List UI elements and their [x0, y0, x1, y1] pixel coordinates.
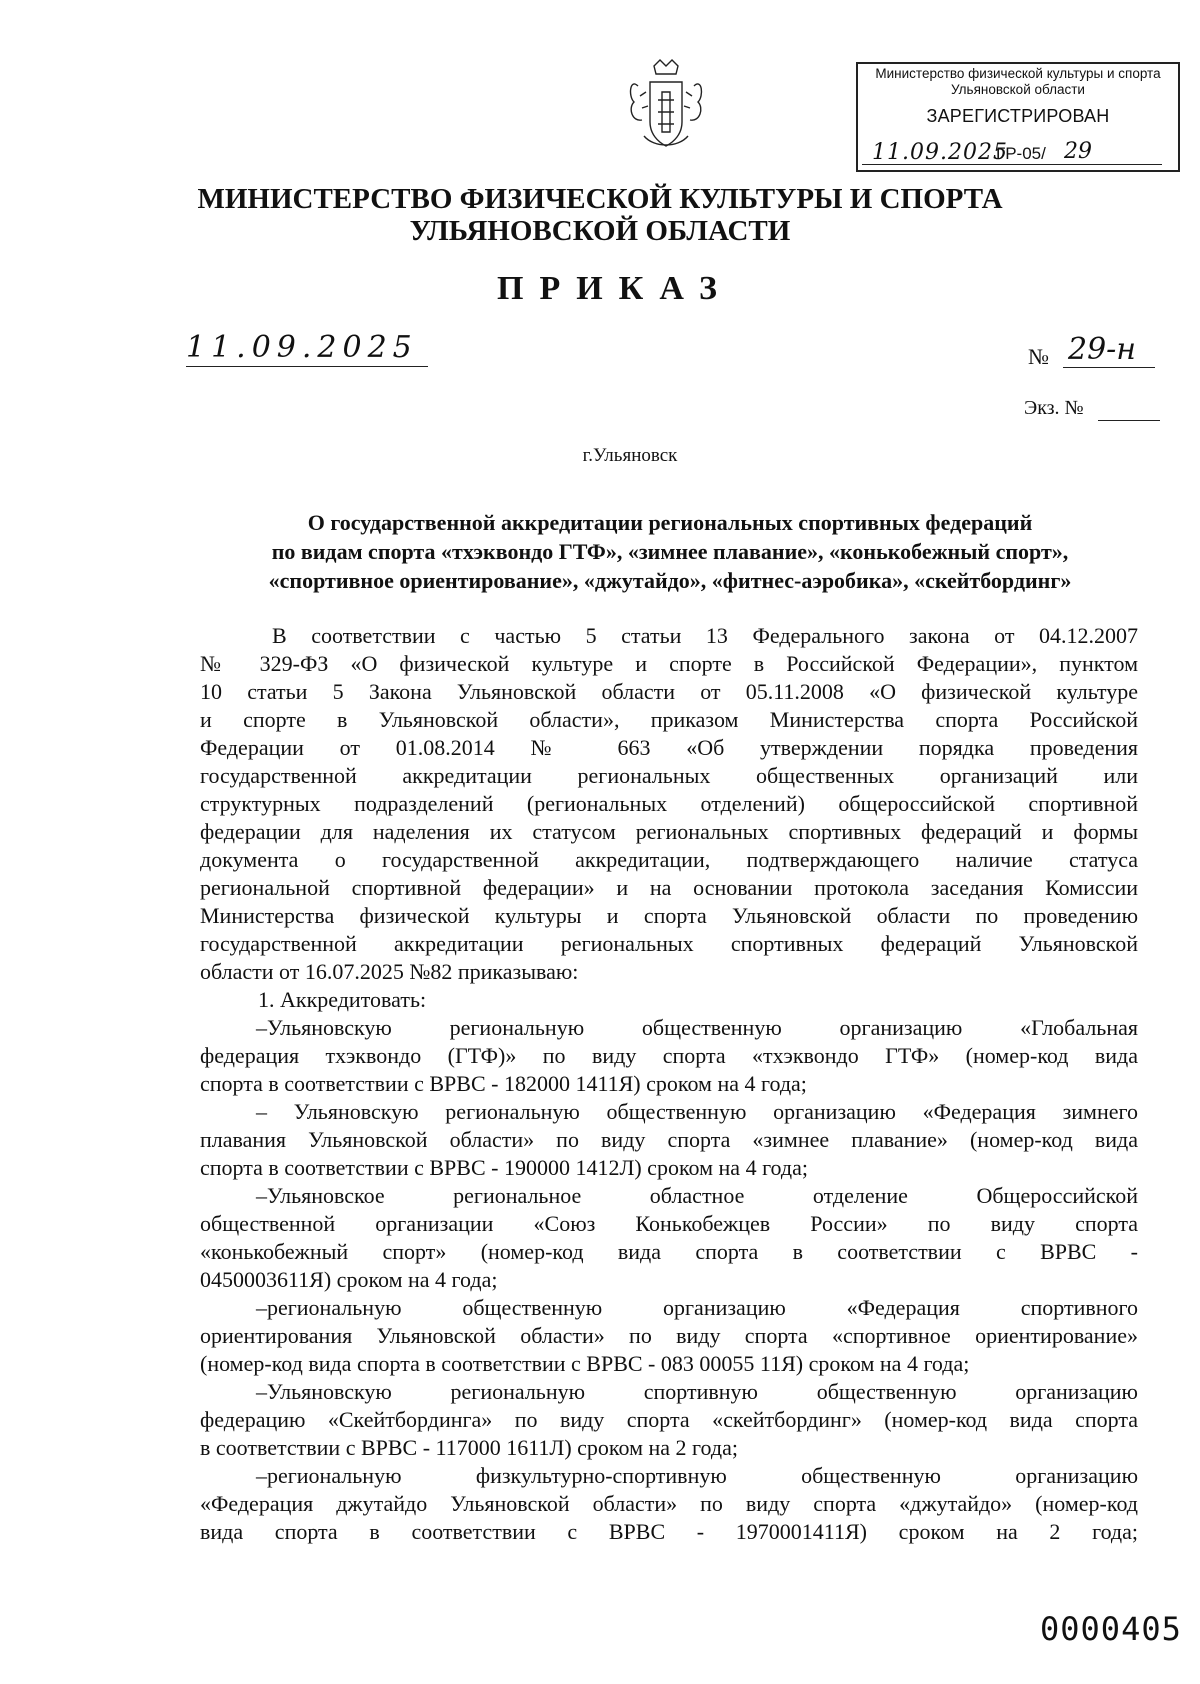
- ministry-name-line-2: УЛЬЯНОВСКОЙ ОБЛАСТИ: [409, 215, 791, 247]
- title-line: О государственной аккредитации региональных спортивных федераций: [307, 510, 1033, 535]
- body-line: Министерства физической культуры и спорта Ульяновской области по проведению: [200, 903, 1138, 928]
- body-line: и спорте в Ульяновской области», приказом Министерства спорта Российской: [200, 707, 1138, 732]
- coat-of-arms-icon: [624, 56, 708, 156]
- body-line: документа о государственной аккредитации, подтверждающего наличие статуса: [200, 847, 1138, 872]
- order-title: [200, 508, 1140, 595]
- body-line: –Ульяновскую региональную спортивную общественную организацию: [256, 1379, 1138, 1404]
- body-line: «конькобежный спорт» (номер-код вида спорта в соответствии с ВРВС -: [200, 1239, 1138, 1264]
- body-line: федерация тхэквондо (ГТФ)» по виду спорта «тхэквондо ГТФ» (номер-код вида: [200, 1043, 1138, 1068]
- body-line: федерацию «Скейтбординга» по виду спорта «скейтбординг» (номер-код вида спорта: [200, 1407, 1138, 1432]
- stamp-reg-number: 29: [1064, 139, 1092, 164]
- body-line: 10 статьи 5 Закона Ульяновской области от 05.11.2008 «О физической культуре: [200, 679, 1138, 704]
- city: г.Ульяновск: [582, 445, 678, 466]
- stamp-reg-prefix: ГР-05/: [996, 144, 1046, 163]
- registration-stamp: [856, 62, 1180, 172]
- order-body: [200, 622, 1138, 1546]
- body-line: федерации для наделения их статусом региональных спортивных федераций и формы: [200, 819, 1138, 844]
- stamp-org-line-1: Министерство физической культуры и спорта: [875, 66, 1161, 81]
- stamp-reg-date: 11.09.2025: [872, 140, 1008, 165]
- body-line: Федерации от 01.08.2014 № 663 «Об утверждении порядка проведения: [200, 735, 1138, 760]
- body-line: вида спорта в соответствии с ВРВС - 1970001411Я) сроком на 2 года;: [200, 1519, 1138, 1544]
- ministry-name-line-1: МИНИСТЕРСТВО ФИЗИЧЕСКОЙ КУЛЬТУРЫ И СПОРТА: [197, 183, 1003, 215]
- body-line: спорта в соответствии с ВРВС - 190000 1412Л) сроком на 4 года;: [200, 1155, 808, 1180]
- body-line: плавания Ульяновской области» по виду спорта «зимнее плавание» (номер-код вида: [200, 1127, 1138, 1152]
- body-line: –Ульяновскую региональную общественную организацию «Глобальная: [256, 1015, 1138, 1040]
- body-line: «Федерация джутайдо Ульяновской области» по виду спорта «джутайдо» (номер-код: [200, 1491, 1138, 1516]
- body-line: В соответствии с частью 5 статьи 13 Федерального закона от 04.12.2007: [272, 623, 1138, 648]
- body-line: 1. Аккредитовать:: [258, 987, 427, 1012]
- body-line: спорта в соответствии с ВРВС - 182000 1411Я) сроком на 4 года;: [200, 1071, 807, 1096]
- body-line: –Ульяновское региональное областное отделение Общероссийской: [256, 1183, 1138, 1208]
- body-line: № 329-ФЗ «О физической культуре и спорте в Российской Федерации», пунктом: [200, 651, 1138, 676]
- copy-number-label: Экз. №: [1024, 397, 1084, 419]
- order-date-underline: [186, 366, 428, 367]
- title-line: по видам спорта «тхэквондо ГТФ», «зимнее плавание», «конькобежный спорт»,: [271, 539, 1069, 564]
- stamp-status: ЗАРЕГИСТРИРОВАН: [926, 106, 1110, 126]
- body-line: области от 16.07.2025 №82 приказываю:: [200, 959, 579, 984]
- body-line: государственной аккредитации региональных спортивных федераций Ульяновской: [200, 931, 1138, 956]
- body-line: региональной спортивной федерации» и на основании протокола заседания Комиссии: [200, 875, 1138, 900]
- body-line: 0450003611Я) сроком на 4 года;: [200, 1267, 498, 1292]
- stamp-registration-row: [864, 139, 1164, 166]
- order-number: 29-н: [1068, 332, 1137, 367]
- body-line: – Ульяновскую региональную общественную организацию «Федерация зимнего: [256, 1099, 1138, 1124]
- body-line: ориентирования Ульяновской области» по виду спорта «спортивное ориентирование»: [200, 1323, 1138, 1348]
- body-line: общественной организации «Союз Конькобежцев России» по виду спорта: [200, 1211, 1138, 1236]
- body-line: –региональную общественную организацию «Федерация спортивного: [256, 1295, 1138, 1320]
- body-line: –региональную физкультурно-спортивную общественную организацию: [256, 1463, 1138, 1488]
- stamp-org-line-2: Ульяновской области: [951, 82, 1085, 97]
- document-type: ПРИКАЗ: [497, 270, 733, 307]
- copy-number-blank: [1098, 420, 1160, 421]
- stamp-underline: [862, 164, 1162, 165]
- number-sign: №: [1028, 344, 1049, 369]
- body-line: (номер-код вида спорта в соответствии с ВРВС - 083 00055 11Я) сроком на 4 года;: [200, 1351, 970, 1376]
- page-code: 0000405: [1040, 1610, 1182, 1648]
- body-line: государственной аккредитации региональных общественных организаций или: [200, 763, 1138, 788]
- order-date: 11.09.2025: [186, 330, 418, 365]
- title-line: «спортивное ориентирование», «джутайдо», «фитнес-аэробика», «скейтбординг»: [268, 568, 1072, 593]
- body-line: структурных подразделений (региональных отделений) общероссийской спортивной: [200, 791, 1138, 816]
- body-line: в соответствии с ВРВС - 117000 1611Л) сроком на 2 года;: [200, 1435, 738, 1460]
- order-number-underline: [1063, 367, 1155, 368]
- stamp-organization: [858, 64, 1178, 98]
